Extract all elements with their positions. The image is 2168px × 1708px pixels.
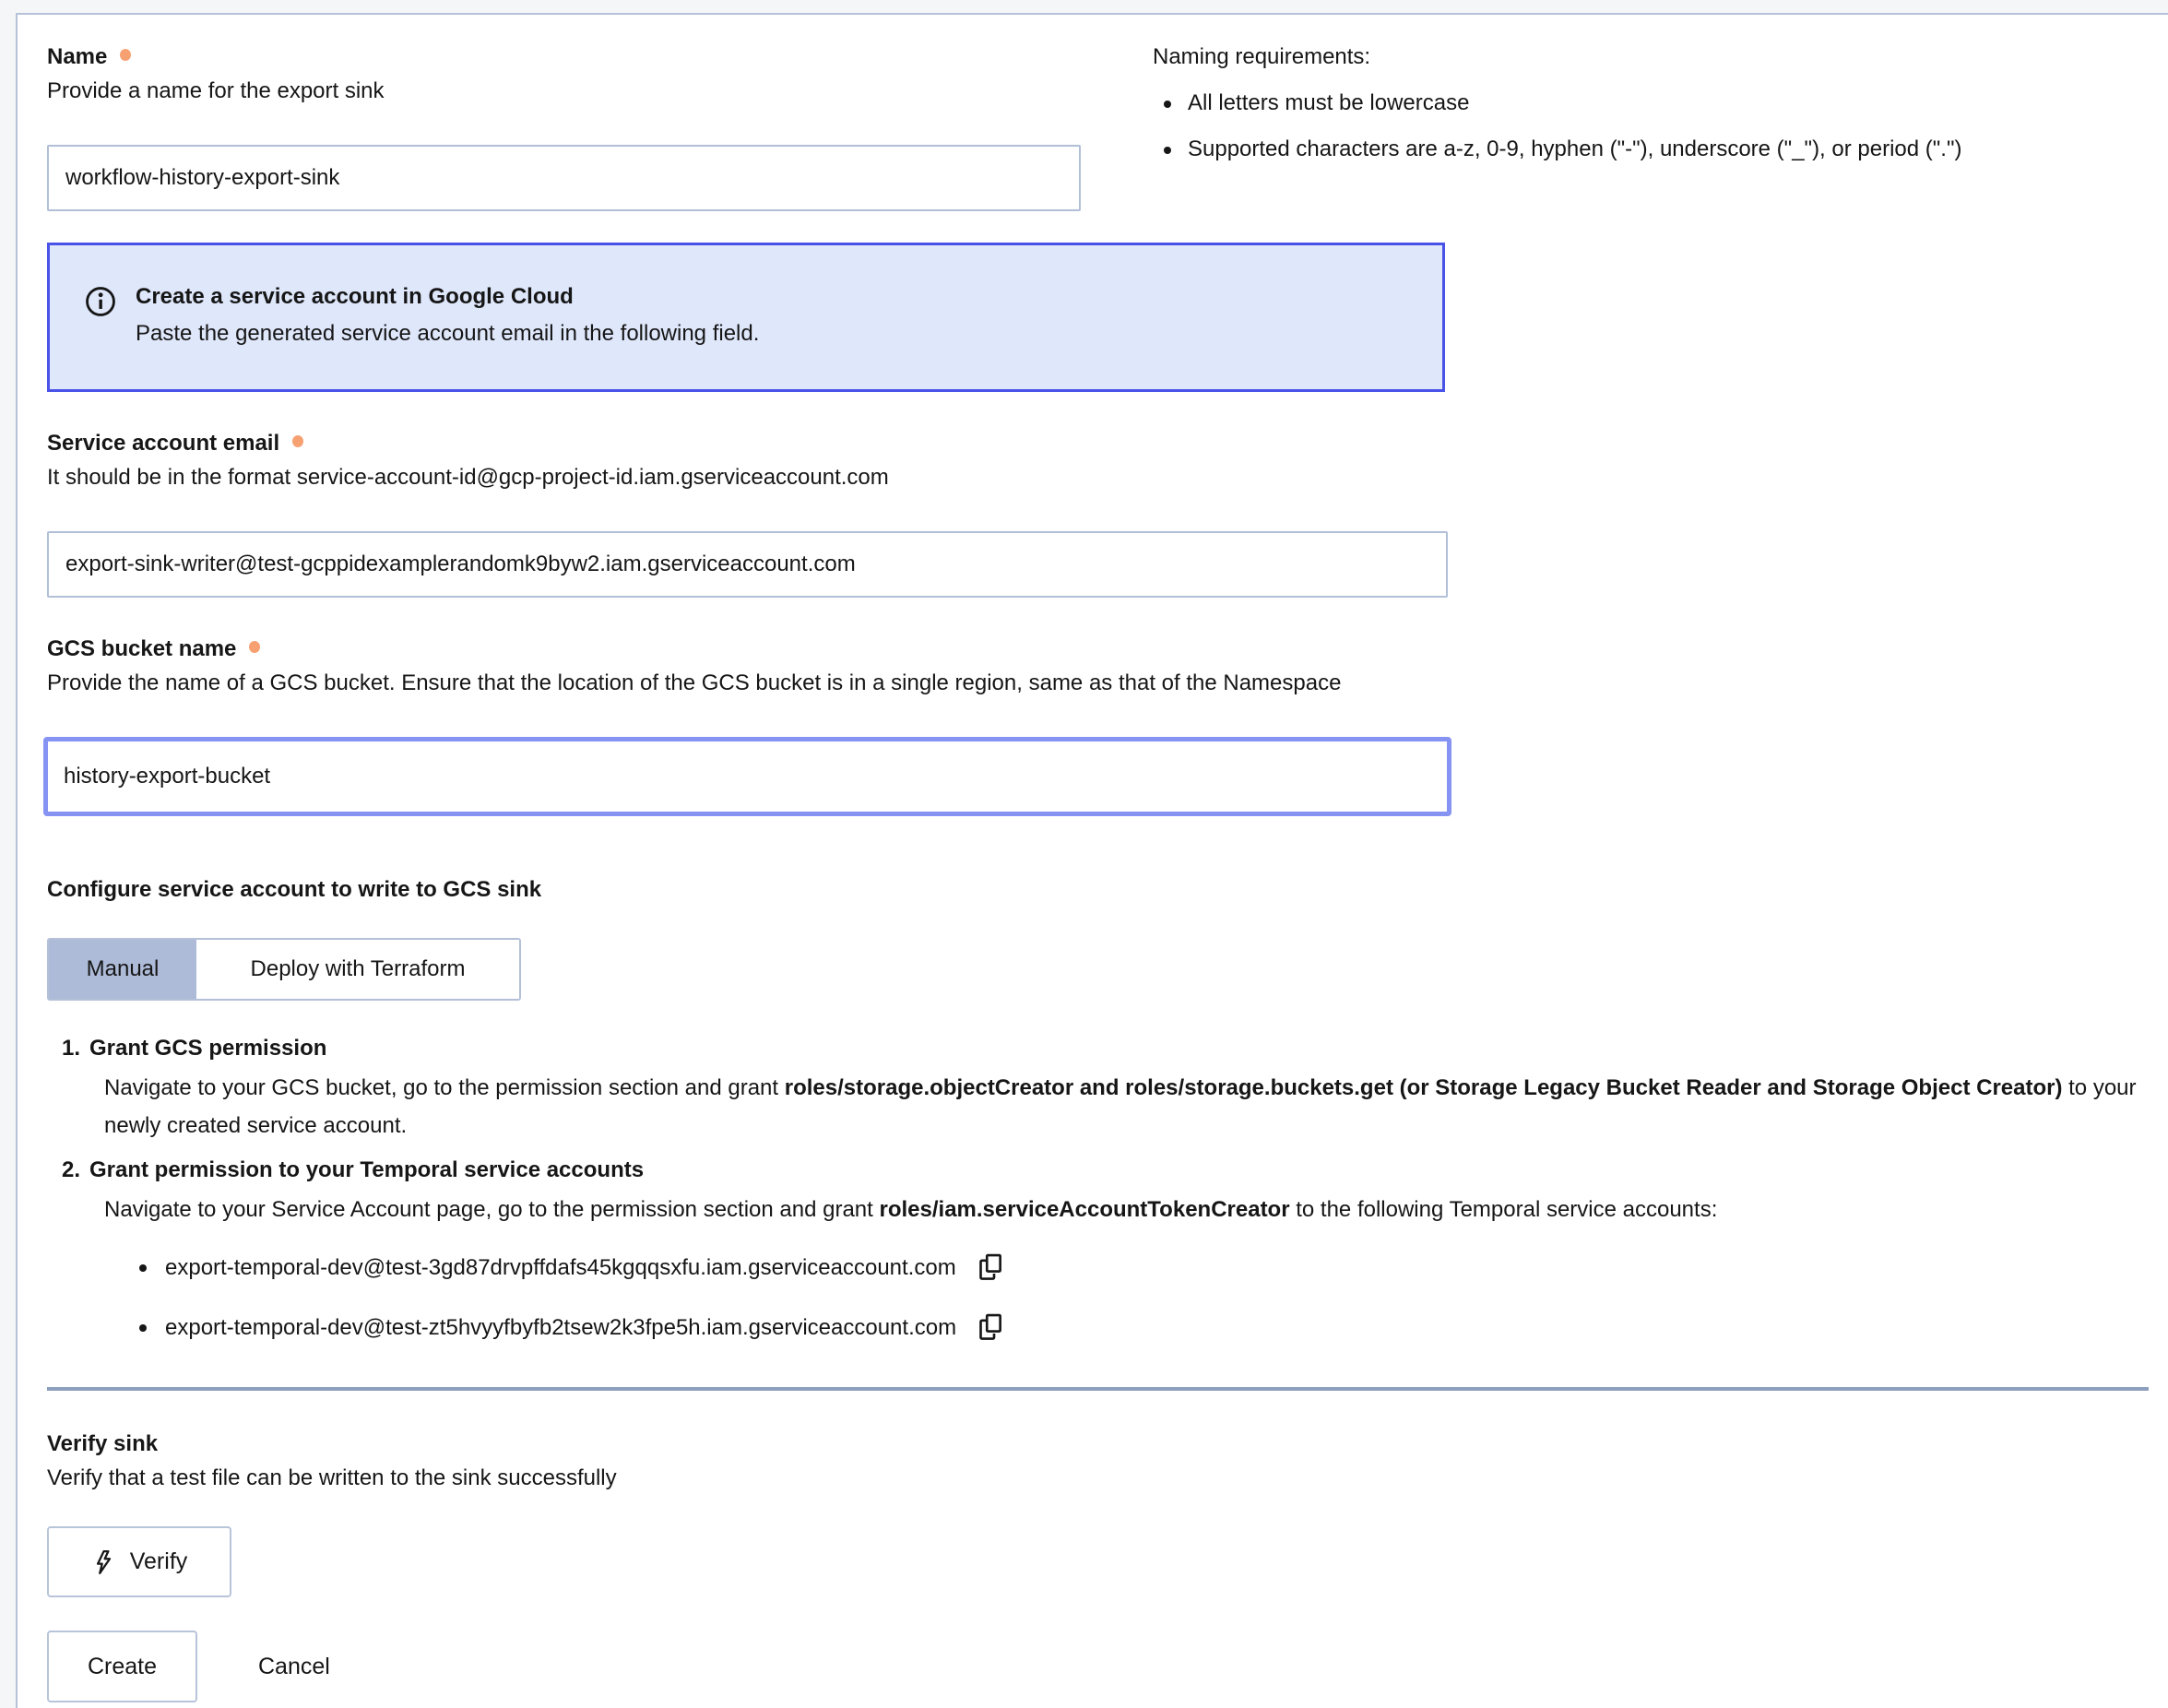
name-field-description: Provide a name for the export sink xyxy=(47,78,385,103)
naming-requirement-item: All letters must be lowercase xyxy=(1153,90,1961,116)
bullet-dot xyxy=(139,1324,147,1332)
required-dot xyxy=(292,435,303,447)
service-account-description: It should be in the format service-account-id@gcp-project-id.iam.gserviceaccount.com xyxy=(47,465,889,490)
gcs-bucket-input-focus-ring xyxy=(43,737,1451,816)
tab-deploy-with-terraform[interactable]: Deploy with Terraform xyxy=(196,940,519,999)
configure-tabs xyxy=(47,938,521,1001)
required-dot xyxy=(249,641,260,653)
copy-icon[interactable] xyxy=(977,1252,1004,1283)
bolt-icon xyxy=(91,1549,115,1575)
info-box-description: Paste the generated service account email in the following field. xyxy=(136,321,760,346)
tab-manual[interactable]: Manual xyxy=(49,940,196,999)
naming-requirement-item: Supported characters are a-z, 0-9, hyphen ("-"), underscore ("_"), or period (".") xyxy=(1153,136,1961,162)
info-icon xyxy=(85,284,116,317)
step-number: 1. xyxy=(61,1036,80,1061)
required-dot xyxy=(120,49,131,61)
name-input[interactable] xyxy=(47,145,1081,211)
service-account-label: Service account email xyxy=(47,431,280,456)
name-field-label-row xyxy=(47,44,1081,70)
name-field-label: Name xyxy=(47,44,108,69)
service-account-input[interactable] xyxy=(47,531,1448,598)
naming-requirements xyxy=(1153,31,1961,162)
copy-icon[interactable] xyxy=(977,1312,1004,1343)
list-item xyxy=(139,1312,2168,1343)
verify-sink-title: Verify sink xyxy=(47,1431,159,1456)
temporal-service-account-list xyxy=(47,1252,2168,1343)
verify-button[interactable] xyxy=(47,1526,231,1597)
bullet-dot xyxy=(139,1264,147,1272)
info-box-title: Create a service account in Google Cloud xyxy=(136,284,574,309)
verify-button-label: Verify xyxy=(129,1548,188,1574)
section-divider xyxy=(47,1387,2149,1391)
temporal-service-account-email: export-temporal-dev@test-3gd87drvpffdafs45kgqqsxfu.iam.gserviceaccount.com xyxy=(165,1254,956,1280)
service-account-label-row xyxy=(47,431,2168,457)
naming-requirements-title: Naming requirements: xyxy=(1153,44,1371,69)
gcs-bucket-description: Provide the name of a GCS bucket. Ensure that the location of the GCS bucket is in a single region, same as that of the Namespace xyxy=(47,670,1342,695)
cancel-button[interactable]: Cancel xyxy=(258,1653,330,1679)
step-grant-gcs-permission xyxy=(47,1036,2168,1145)
step-grant-temporal-permission xyxy=(47,1157,2168,1228)
gcs-bucket-label: GCS bucket name xyxy=(47,636,237,661)
create-button[interactable]: Create xyxy=(47,1631,197,1702)
temporal-service-account-email: export-temporal-dev@test-zt5hvyyfbyfb2tsew2k3fpe5h.iam.gserviceaccount.com xyxy=(165,1314,957,1340)
configure-section-title: Configure service account to write to GCS sink xyxy=(47,877,542,902)
list-item xyxy=(139,1252,2168,1283)
step-title: Grant GCS permission xyxy=(89,1036,327,1061)
gcs-bucket-input[interactable] xyxy=(51,744,1444,809)
step-body: Navigate to your GCS bucket, go to the permission section and grant roles/storage.objectCreator and roles/storage.buckets.get (or Storage Legacy Bucket Reader and Storage Object Creator) to your newly created service account. xyxy=(104,1075,2137,1138)
step-number: 2. xyxy=(61,1157,80,1182)
gcs-bucket-label-row xyxy=(47,636,2168,662)
step-body: Navigate to your Service Account page, go to the permission section and grant roles/iam.serviceAccountTokenCreator to the following Temporal service accounts: xyxy=(104,1197,1718,1222)
info-box xyxy=(47,243,1445,392)
step-title: Grant permission to your Temporal service accounts xyxy=(89,1157,645,1182)
export-sink-form-panel xyxy=(16,13,2168,1708)
verify-sink-description: Verify that a test file can be written to the sink successfully xyxy=(47,1465,617,1490)
